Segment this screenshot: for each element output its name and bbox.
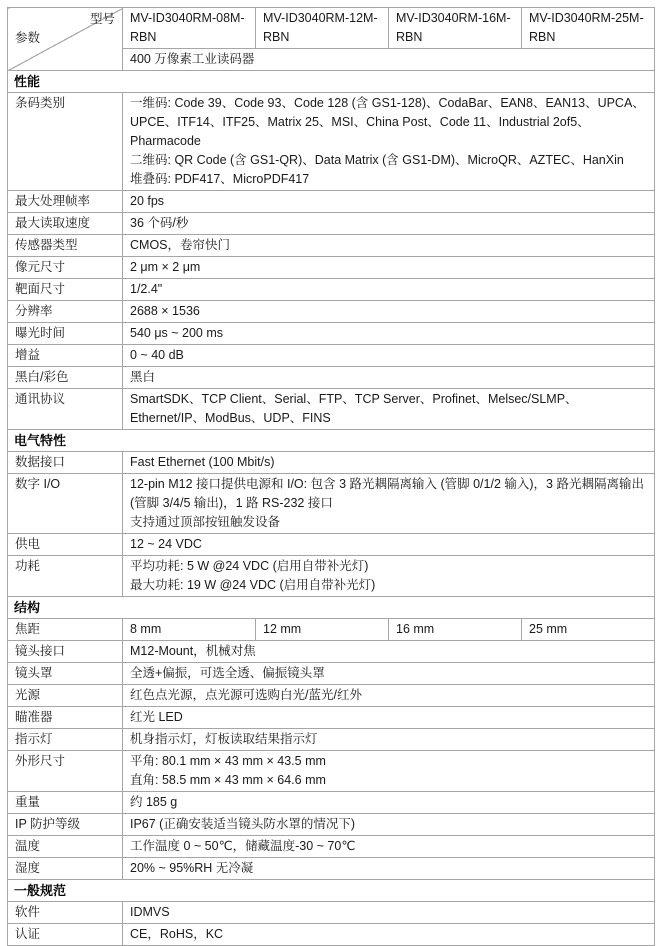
spec-value — [123, 751, 655, 792]
spec-row — [8, 836, 655, 858]
spec-value: 12 ~ 24 VDC — [123, 534, 655, 556]
spec-value: 1/2.4" — [123, 279, 655, 301]
spec-value: 36 个码/秒 — [123, 213, 655, 235]
spec-row — [8, 814, 655, 836]
spec-value-cell: 25 mm — [522, 619, 655, 641]
spec-value: 540 μs ~ 200 ms — [123, 323, 655, 345]
spec-value: CMOS，卷帘快门 — [123, 235, 655, 257]
spec-value-line: 平角: 80.1 mm × 43 mm × 43.5 mm — [130, 754, 326, 768]
spec-value: Fast Ethernet (100 Mbit/s) — [123, 452, 655, 474]
spec-row — [8, 367, 655, 389]
spec-value: IDMVS — [123, 902, 655, 924]
spec-value: 全透+偏振，可选全透、偏振镜头罩 — [123, 663, 655, 685]
spec-row — [8, 301, 655, 323]
spec-label: 条码类别 — [8, 93, 123, 191]
model-column-header: MV-ID3040RM-12M-RBN — [256, 8, 389, 49]
spec-row — [8, 534, 655, 556]
product-line: 400 万像素工业读码器 — [123, 49, 655, 71]
spec-value-cell: 8 mm — [123, 619, 256, 641]
spec-label: 软件 — [8, 902, 123, 924]
spec-row — [8, 619, 655, 641]
spec-value: SmartSDK、TCP Client、Serial、FTP、TCP Server、Profinet、Melsec/SLMP、Ethernet/IP、ModBus、UDP、FINS — [123, 389, 655, 430]
spec-row — [8, 751, 655, 792]
section-title: 电气特性 — [8, 430, 655, 452]
spec-row — [8, 902, 655, 924]
spec-label: 黑白/彩色 — [8, 367, 123, 389]
model-header-row — [8, 8, 655, 49]
spec-row — [8, 452, 655, 474]
spec-value: 0 ~ 40 dB — [123, 345, 655, 367]
corner-param-label: 参数 — [15, 31, 41, 45]
spec-label: 焦距 — [8, 619, 123, 641]
spec-row — [8, 323, 655, 345]
spec-row — [8, 93, 655, 191]
spec-value: 约 185 g — [123, 792, 655, 814]
spec-row — [8, 858, 655, 880]
spec-value: 20 fps — [123, 191, 655, 213]
spec-label: 供电 — [8, 534, 123, 556]
spec-value-cell: 16 mm — [389, 619, 522, 641]
spec-value — [123, 474, 655, 534]
spec-label: 曝光时间 — [8, 323, 123, 345]
corner-model-label: 型号 — [89, 12, 115, 26]
spec-value-line: 堆叠码: PDF417、MicroPDF417 — [130, 172, 310, 186]
spec-value-line: 二维码: QR Code (含 GS1-QR)、Data Matrix (含 GS1-DM)、MicroQR、AZTEC、HanXin — [130, 153, 624, 167]
spec-row — [8, 792, 655, 814]
spec-label: 光源 — [8, 685, 123, 707]
spec-value-line: 最大功耗: 19 W @24 VDC (启用自带补光灯) — [130, 578, 376, 592]
spec-row — [8, 729, 655, 751]
spec-value-line: 一维码: Code 39、Code 93、Code 128 (含 GS1-128)、CodaBar、EAN8、EAN13、UPCA、UPCE、ITF14、ITF25、Matrix 25、MSI、China Post、Code 11、Industrial 2of5、Pharmacode — [130, 96, 645, 148]
spec-row — [8, 641, 655, 663]
spec-value: 红光 LED — [123, 707, 655, 729]
spec-table — [7, 7, 655, 946]
spec-label: 功耗 — [8, 556, 123, 597]
spec-value: IP67 (正确安装适当镜头防水罩的情况下) — [123, 814, 655, 836]
spec-value — [123, 556, 655, 597]
section-row — [8, 597, 655, 619]
spec-label: 外形尺寸 — [8, 751, 123, 792]
spec-value-line: 支持通过顶部按钮触发设备 — [130, 515, 281, 529]
spec-label: 像元尺寸 — [8, 257, 123, 279]
spec-row — [8, 345, 655, 367]
spec-value: 20% ~ 95%RH 无冷凝 — [123, 858, 655, 880]
spec-label: 瞄准器 — [8, 707, 123, 729]
spec-label: 湿度 — [8, 858, 123, 880]
spec-label: 镜头罩 — [8, 663, 123, 685]
spec-label: 镜头接口 — [8, 641, 123, 663]
spec-row — [8, 663, 655, 685]
section-row — [8, 71, 655, 93]
model-column-header: MV-ID3040RM-25M-RBN — [522, 8, 655, 49]
section-title: 性能 — [8, 71, 655, 93]
spec-label: 数据接口 — [8, 452, 123, 474]
spec-value-cell: 12 mm — [256, 619, 389, 641]
spec-value: CE，RoHS，KC — [123, 924, 655, 946]
spec-row — [8, 235, 655, 257]
section-title: 一般规范 — [8, 880, 655, 902]
corner-cell — [8, 8, 123, 71]
spec-value: 机身指示灯，灯板读取结果指示灯 — [123, 729, 655, 751]
spec-value: 红色点光源，点光源可选购白光/蓝光/红外 — [123, 685, 655, 707]
spec-row — [8, 474, 655, 534]
spec-row — [8, 257, 655, 279]
section-title: 结构 — [8, 597, 655, 619]
spec-value-line: 12-pin M12 接口提供电源和 I/O: 包含 3 路光耦隔离输入 (管脚 0/1/2 输入)，3 路光耦隔离输出 (管脚 3/4/5 输出)，1 路 RS-232 接口 — [130, 477, 644, 510]
spec-value: 2688 × 1536 — [123, 301, 655, 323]
spec-label: 数字 I/O — [8, 474, 123, 534]
spec-value: M12-Mount，机械对焦 — [123, 641, 655, 663]
spec-row — [8, 924, 655, 946]
spec-value — [123, 93, 655, 191]
spec-value-line: 平均功耗: 5 W @24 VDC (启用自带补光灯) — [130, 559, 369, 573]
spec-row — [8, 191, 655, 213]
spec-label: 认证 — [8, 924, 123, 946]
spec-value: 黑白 — [123, 367, 655, 389]
section-row — [8, 880, 655, 902]
spec-label: IP 防护等级 — [8, 814, 123, 836]
spec-label: 重量 — [8, 792, 123, 814]
spec-label: 最大处理帧率 — [8, 191, 123, 213]
spec-label: 通讯协议 — [8, 389, 123, 430]
spec-value: 工作温度 0 ~ 50℃，储藏温度-30 ~ 70℃ — [123, 836, 655, 858]
spec-value: 2 μm × 2 μm — [123, 257, 655, 279]
spec-label: 分辨率 — [8, 301, 123, 323]
spec-label: 增益 — [8, 345, 123, 367]
model-column-header: MV-ID3040RM-08M-RBN — [123, 8, 256, 49]
spec-row — [8, 556, 655, 597]
spec-row — [8, 279, 655, 301]
spec-label: 靶面尺寸 — [8, 279, 123, 301]
spec-label: 传感器类型 — [8, 235, 123, 257]
spec-label: 温度 — [8, 836, 123, 858]
spec-row — [8, 707, 655, 729]
spec-row — [8, 213, 655, 235]
spec-label: 最大读取速度 — [8, 213, 123, 235]
spec-row — [8, 685, 655, 707]
section-row — [8, 430, 655, 452]
spec-label: 指示灯 — [8, 729, 123, 751]
spec-value-line: 直角: 58.5 mm × 43 mm × 64.6 mm — [130, 773, 326, 787]
spec-row — [8, 389, 655, 430]
model-column-header: MV-ID3040RM-16M-RBN — [389, 8, 522, 49]
